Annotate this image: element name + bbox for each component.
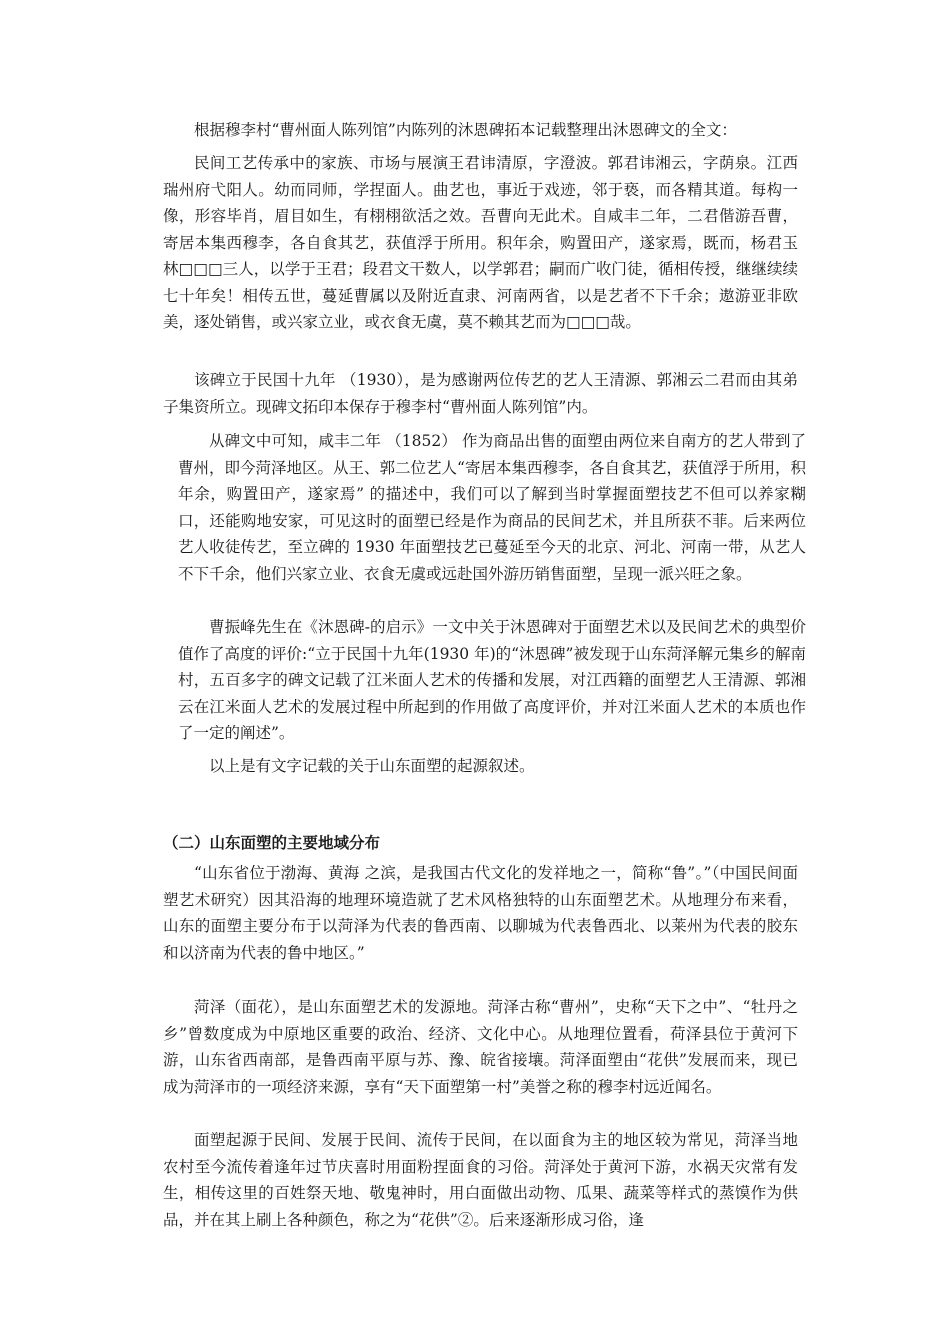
paragraph-region: “山东省位于渤海、黄海 之滨，是我国古代文化的发祥地之一，简称“鲁”。”（中国民间面塑艺术研究）因其沿海的地理环境造就了艺术风格独特的山东面塑艺术。从地理分布来看，山东的面塑主要分布于以菏泽为代表的鲁西南、以聊城为代表鲁西北、以莱州为代表的胶东和以济南为代表的鲁中地区。” — [163, 864, 798, 962]
paragraph-stele-text: 民间工艺传承中的家族、市场与展演王君讳清原，字澄波。郭君讳湘云，字荫泉。江西瑞州府弋阳人。幼而同师，学捏面人。曲艺也，事近于戏迹，邻于亵，而各精其道。每构一像，形容毕肖，眉目如生，有栩栩欲活之效。吾曹向无此术。自咸丰二年，二君偕游吾曹，寄居本集西穆李，各自食其艺，获值浮于所用。积年余，购置田产，遂家焉，既而，杨君玉林□□□三人，以学于王君；段君文干数人，以学郭君；嗣而广收门徒，循相传授，继继续续七十年矣！相传五世，蔓延曹属以及附近直隶、河南两省，以是艺者不下千余；遨游亚非欧美，逐处销售，或兴家立业，或衣食无虞，莫不赖其艺而为□□□哉。 — [163, 154, 798, 331]
paragraph-intro: 根据穆李村“曹州面人陈列馆”内陈列的沐恩碑拓本记载整理出沐恩碑文的全文： — [194, 121, 737, 139]
paragraph-summary: 以上是有文字记载的关于山东面塑的起源叙述。 — [209, 757, 535, 775]
section-heading: （二）山东面塑的主要地域分布 — [163, 833, 381, 852]
paragraph-heze: 菏泽（面花），是山东面塑艺术的发源地。菏泽古称“曹州”，史称“天下之中”、“牡丹之乡”曾数度成为中原地区重要的政治、经济、文化中心。从地理位置看，荷泽县位于黄河下游，山东省西南部，是鲁西南平原与苏、豫、皖省接壤。菏泽面塑由“花供”发展而来，现已成为菏泽市的一项经济来源，享有“天下面塑第一村”美誉之称的穆李村远近闻名。 — [163, 998, 798, 1096]
paragraph-origin: 面塑起源于民间、发展于民间、流传于民间，在以面食为主的地区较为常见，菏泽当地农村至今流传着逢年过节庆喜时用面粉捏面食的习俗。菏泽处于黄河下游，水祸天灾常有发生，相传这里的百姓祭天地、敬鬼神时，用白面做出动物、瓜果、蔬菜等样式的蒸馍作为供品，并在其上刷上各种颜色，称之为“花供”②。后来逐渐形成习俗，逢 — [163, 1131, 798, 1229]
paragraph-analysis: 从碑文中可知，咸丰二年 （1852） 作为商品出售的面塑由两位来自南方的艺人带到了曹州，即今菏泽地区。从王、郭二位艺人“寄居本集西穆李，各自食其艺，获值浮于所用，积年余，购置田产，遂家焉” 的描述中，我们可以了解到当时掌握面塑技艺不但可以养家糊口，还能购地安家，可见这时的面塑已经是作为商品的民间艺术，并且所获不菲。后来两位艺人收徒传艺，至立碑的 1930 年面塑技艺已蔓延至今天的北京、河北、河南一带，从艺人不下千余，他们兴家立业、衣食无虞或远赴国外游历销售面塑，呈现一派兴旺之象。 — [178, 432, 806, 583]
paragraph-stele-erected: 该碑立于民国十九年 （1930），是为感谢两位传艺的艺人王清源、郭湘云二君而由其弟子集资所立。现碑文拓印本保存于穆李村“曹州面人陈列馆”内。 — [163, 371, 798, 416]
paragraph-comment: 曹振峰先生在《沐恩碑-的启示》一文中关于沐恩碑对于面塑艺术以及民间艺术的典型价值作了高度的评价:“立于民国十九年(1930 年)的“沐恩碑”被发现于山东菏泽解元集乡的解南村，五百多字的碑文记载了江米面人艺术的传播和发展，对江西籍的面塑艺人王清源、郭湘云在江米面人艺术的发展过程中所起到的作用做了高度评价，并对江米面人艺术的本质也作了一定的阐述”。 — [178, 618, 806, 742]
